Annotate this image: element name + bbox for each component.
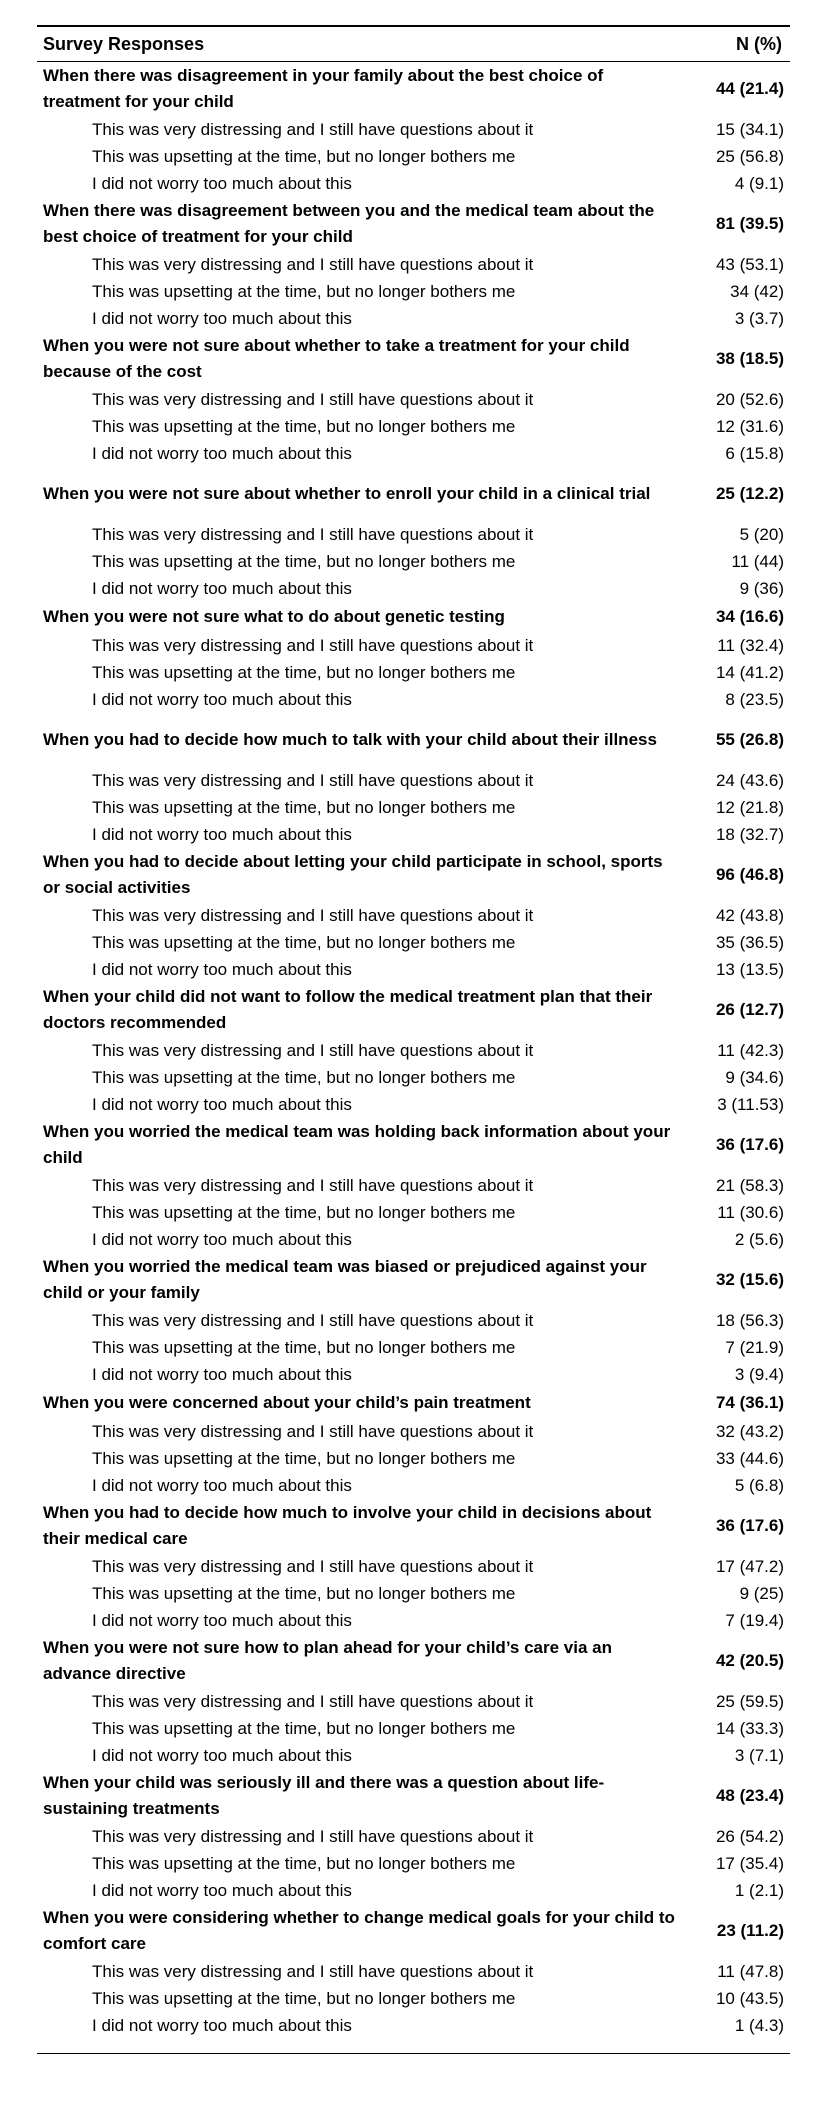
- question-total: 26 (12.7): [715, 1000, 784, 1019]
- option-label: This was upsetting at the time, but no longer bothers me: [92, 1718, 516, 1738]
- option-label: I did not worry too much about this: [92, 308, 352, 328]
- option-label: This was very distressing and I still have questions about it: [92, 1421, 534, 1441]
- question-total: 25 (12.2): [715, 484, 784, 503]
- option-label: This was very distressing and I still have questions about it: [92, 254, 534, 274]
- option-row: [37, 413, 790, 440]
- option-label: This was very distressing and I still have questions about it: [92, 524, 534, 544]
- option-value: 7 (21.9): [725, 1337, 784, 1357]
- table-body: [37, 62, 790, 2039]
- option-value: 12 (21.8): [715, 797, 784, 817]
- question-row: [37, 983, 790, 1037]
- option-row: [37, 305, 790, 332]
- option-value: 21 (58.3): [715, 1175, 784, 1195]
- question-text: When you had to decide how much to talk with your child about their illness: [43, 730, 657, 749]
- option-value: 25 (59.5): [715, 1691, 784, 1711]
- question-row: [37, 332, 790, 386]
- question-row: [37, 602, 790, 632]
- option-row: [37, 632, 790, 659]
- option-value: 11 (30.6): [717, 1202, 784, 1222]
- option-row: [37, 1688, 790, 1715]
- option-row: [37, 1445, 790, 1472]
- option-row: [37, 1607, 790, 1634]
- question-row: [37, 1118, 790, 1172]
- option-row: [37, 1172, 790, 1199]
- option-row: [37, 278, 790, 305]
- question-total: 32 (15.6): [715, 1270, 784, 1289]
- option-row: [37, 1226, 790, 1253]
- option-value: 20 (52.6): [715, 389, 784, 409]
- table-bottom-rule: [37, 2053, 790, 2054]
- option-row: [37, 1091, 790, 1118]
- option-label: This was upsetting at the time, but no longer bothers me: [92, 662, 516, 682]
- option-label: This was upsetting at the time, but no longer bothers me: [92, 416, 516, 436]
- question-text: When there was disagreement between you and the medical team about the best choice of treatment for your child: [43, 201, 655, 246]
- option-value: 11 (42.3): [717, 1040, 784, 1060]
- option-row: [37, 821, 790, 848]
- option-row: [37, 440, 790, 467]
- option-row: [37, 686, 790, 713]
- option-label: This was upsetting at the time, but no longer bothers me: [92, 1853, 516, 1873]
- question-text: When you were considering whether to change medical goals for your child to comfort care: [43, 1908, 675, 1953]
- question-row: [37, 1499, 790, 1553]
- option-row: [37, 659, 790, 686]
- question-total: 36 (17.6): [715, 1135, 784, 1154]
- option-value: 3 (3.7): [734, 308, 784, 328]
- question-total: 55 (26.8): [715, 730, 784, 749]
- option-row: [37, 1307, 790, 1334]
- option-value: 26 (54.2): [715, 1826, 784, 1846]
- option-value: 35 (36.5): [715, 932, 784, 952]
- option-label: This was very distressing and I still have questions about it: [92, 1556, 534, 1576]
- option-row: [37, 116, 790, 143]
- option-value: 11 (44): [731, 551, 784, 571]
- option-row: [37, 386, 790, 413]
- header-survey-responses: Survey Responses: [43, 33, 205, 54]
- option-row: [37, 1580, 790, 1607]
- option-row: [37, 1418, 790, 1445]
- option-label: I did not worry too much about this: [92, 2015, 352, 2035]
- option-value: 32 (43.2): [715, 1421, 784, 1441]
- question-row: [37, 1253, 790, 1307]
- option-value: 25 (56.8): [715, 146, 784, 166]
- option-value: 7 (19.4): [725, 1610, 784, 1630]
- option-value: 3 (11.53): [717, 1094, 784, 1114]
- option-label: This was very distressing and I still have questions about it: [92, 1961, 534, 1981]
- option-value: 3 (9.4): [734, 1364, 784, 1384]
- question-row: [37, 713, 790, 767]
- option-label: This was upsetting at the time, but no longer bothers me: [92, 1988, 516, 2008]
- option-label: This was very distressing and I still have questions about it: [92, 1691, 534, 1711]
- question-text: When you were not sure what to do about genetic testing: [43, 607, 505, 626]
- option-value: 3 (7.1): [734, 1745, 784, 1765]
- question-text: When you were not sure about whether to enroll your child in a clinical trial: [43, 484, 651, 503]
- option-label: This was upsetting at the time, but no longer bothers me: [92, 146, 516, 166]
- question-row: [37, 197, 790, 251]
- option-row: [37, 767, 790, 794]
- option-value: 24 (43.6): [715, 770, 784, 790]
- option-row: [37, 1037, 790, 1064]
- question-text: When you worried the medical team was holding back information about your child: [43, 1122, 671, 1167]
- option-row: [37, 251, 790, 278]
- option-label: This was very distressing and I still have questions about it: [92, 1310, 534, 1330]
- table-header: [37, 27, 790, 62]
- option-row: [37, 1715, 790, 1742]
- question-text: When you worried the medical team was biased or prejudiced against your child or your family: [43, 1257, 647, 1302]
- question-row: [37, 848, 790, 902]
- option-value: 13 (13.5): [715, 959, 784, 979]
- question-row: [37, 1388, 790, 1418]
- option-value: 9 (34.6): [725, 1067, 784, 1087]
- option-row: [37, 170, 790, 197]
- question-total: 74 (36.1): [715, 1393, 784, 1412]
- question-total: 38 (18.5): [715, 349, 784, 368]
- option-row: [37, 1742, 790, 1769]
- option-row: [37, 929, 790, 956]
- option-row: [37, 1823, 790, 1850]
- option-label: I did not worry too much about this: [92, 1364, 352, 1384]
- option-label: This was upsetting at the time, but no longer bothers me: [92, 551, 516, 571]
- option-label: This was upsetting at the time, but no longer bothers me: [92, 1448, 516, 1468]
- option-value: 9 (25): [739, 1583, 784, 1603]
- option-label: I did not worry too much about this: [92, 1745, 352, 1765]
- question-row: [37, 467, 790, 521]
- option-row: [37, 548, 790, 575]
- option-value: 17 (47.2): [715, 1556, 784, 1576]
- question-total: 34 (16.6): [715, 607, 784, 626]
- option-value: 12 (31.6): [715, 416, 784, 436]
- option-value: 14 (41.2): [715, 662, 784, 682]
- option-label: This was upsetting at the time, but no longer bothers me: [92, 797, 516, 817]
- option-label: This was very distressing and I still have questions about it: [92, 389, 534, 409]
- option-value: 18 (56.3): [715, 1310, 784, 1330]
- question-total: 36 (17.6): [715, 1516, 784, 1535]
- question-text: When you had to decide how much to involve your child in decisions about their medical care: [43, 1503, 652, 1548]
- option-value: 6 (15.8): [725, 443, 784, 463]
- option-value: 42 (43.8): [715, 905, 784, 925]
- question-text: When you had to decide about letting your child participate in school, sports or social activities: [43, 852, 663, 897]
- option-row: [37, 956, 790, 983]
- option-label: This was very distressing and I still have questions about it: [92, 905, 534, 925]
- option-label: I did not worry too much about this: [92, 824, 352, 844]
- question-text: When you were not sure how to plan ahead for your child’s care via an advance directive: [43, 1638, 612, 1683]
- question-row: [37, 1634, 790, 1688]
- option-label: This was upsetting at the time, but no longer bothers me: [92, 1067, 516, 1087]
- option-label: This was very distressing and I still have questions about it: [92, 770, 534, 790]
- option-value: 2 (5.6): [734, 1229, 784, 1249]
- question-text: When you were not sure about whether to take a treatment for your child because of the cost: [43, 336, 630, 381]
- option-label: This was very distressing and I still have questions about it: [92, 1040, 534, 1060]
- question-total: 23 (11.2): [716, 1921, 784, 1940]
- option-value: 43 (53.1): [715, 254, 784, 274]
- option-value: 1 (2.1): [734, 1880, 784, 1900]
- option-row: [37, 143, 790, 170]
- option-row: [37, 1199, 790, 1226]
- option-value: 9 (36): [739, 578, 784, 598]
- question-text: When there was disagreement in your family about the best choice of treatment for your child: [43, 66, 604, 111]
- option-row: [37, 2012, 790, 2039]
- option-value: 14 (33.3): [715, 1718, 784, 1738]
- option-row: [37, 1334, 790, 1361]
- option-label: This was upsetting at the time, but no longer bothers me: [92, 932, 516, 952]
- option-label: I did not worry too much about this: [92, 1880, 352, 1900]
- option-row: [37, 1553, 790, 1580]
- option-label: This was very distressing and I still have questions about it: [92, 1826, 534, 1846]
- option-value: 15 (34.1): [715, 119, 784, 139]
- survey-table: [37, 25, 790, 2054]
- option-label: This was upsetting at the time, but no longer bothers me: [92, 281, 516, 301]
- option-value: 4 (9.1): [734, 173, 784, 193]
- option-label: This was upsetting at the time, but no longer bothers me: [92, 1337, 516, 1357]
- option-row: [37, 902, 790, 929]
- option-label: I did not worry too much about this: [92, 578, 352, 598]
- option-label: This was upsetting at the time, but no longer bothers me: [92, 1583, 516, 1603]
- question-row: [37, 62, 790, 116]
- option-value: 1 (4.3): [734, 2015, 784, 2035]
- option-value: 33 (44.6): [715, 1448, 784, 1468]
- option-value: 11 (32.4): [717, 635, 784, 655]
- option-row: [37, 575, 790, 602]
- option-row: [37, 1064, 790, 1091]
- option-row: [37, 1985, 790, 2012]
- option-value: 5 (6.8): [734, 1475, 784, 1495]
- question-text: When you were concerned about your child’s pain treatment: [43, 1393, 531, 1412]
- question-row: [37, 1904, 790, 1958]
- question-text: When your child did not want to follow the medical treatment plan that their doctors recommended: [43, 987, 653, 1032]
- option-value: 8 (23.5): [725, 689, 784, 709]
- option-label: I did not worry too much about this: [92, 443, 352, 463]
- question-total: 81 (39.5): [715, 214, 784, 233]
- option-row: [37, 794, 790, 821]
- option-row: [37, 1850, 790, 1877]
- header-n-percent: N (%): [736, 33, 782, 54]
- option-label: This was very distressing and I still have questions about it: [92, 1175, 534, 1195]
- question-row: [37, 1769, 790, 1823]
- option-label: I did not worry too much about this: [92, 689, 352, 709]
- option-value: 18 (32.7): [715, 824, 784, 844]
- option-row: [37, 521, 790, 548]
- option-label: I did not worry too much about this: [92, 1475, 352, 1495]
- option-value: 34 (42): [730, 281, 784, 301]
- option-label: I did not worry too much about this: [92, 1094, 352, 1114]
- option-row: [37, 1472, 790, 1499]
- option-label: This was very distressing and I still have questions about it: [92, 635, 534, 655]
- option-label: This was upsetting at the time, but no longer bothers me: [92, 1202, 516, 1222]
- option-value: 10 (43.5): [715, 1988, 784, 2008]
- option-label: This was very distressing and I still have questions about it: [92, 119, 534, 139]
- question-total: 44 (21.4): [715, 79, 784, 98]
- option-row: [37, 1958, 790, 1985]
- option-label: I did not worry too much about this: [92, 959, 352, 979]
- option-value: 11 (47.8): [717, 1961, 784, 1981]
- question-total: 48 (23.4): [715, 1786, 784, 1805]
- option-label: I did not worry too much about this: [92, 173, 352, 193]
- option-label: I did not worry too much about this: [92, 1229, 352, 1249]
- option-value: 5 (20): [739, 524, 784, 544]
- option-value: 17 (35.4): [715, 1853, 784, 1873]
- question-total: 42 (20.5): [715, 1651, 784, 1670]
- option-row: [37, 1361, 790, 1388]
- question-text: When your child was seriously ill and there was a question about life-sustaining treatments: [43, 1773, 605, 1818]
- option-row: [37, 1877, 790, 1904]
- question-total: 96 (46.8): [715, 865, 784, 884]
- option-label: I did not worry too much about this: [92, 1610, 352, 1630]
